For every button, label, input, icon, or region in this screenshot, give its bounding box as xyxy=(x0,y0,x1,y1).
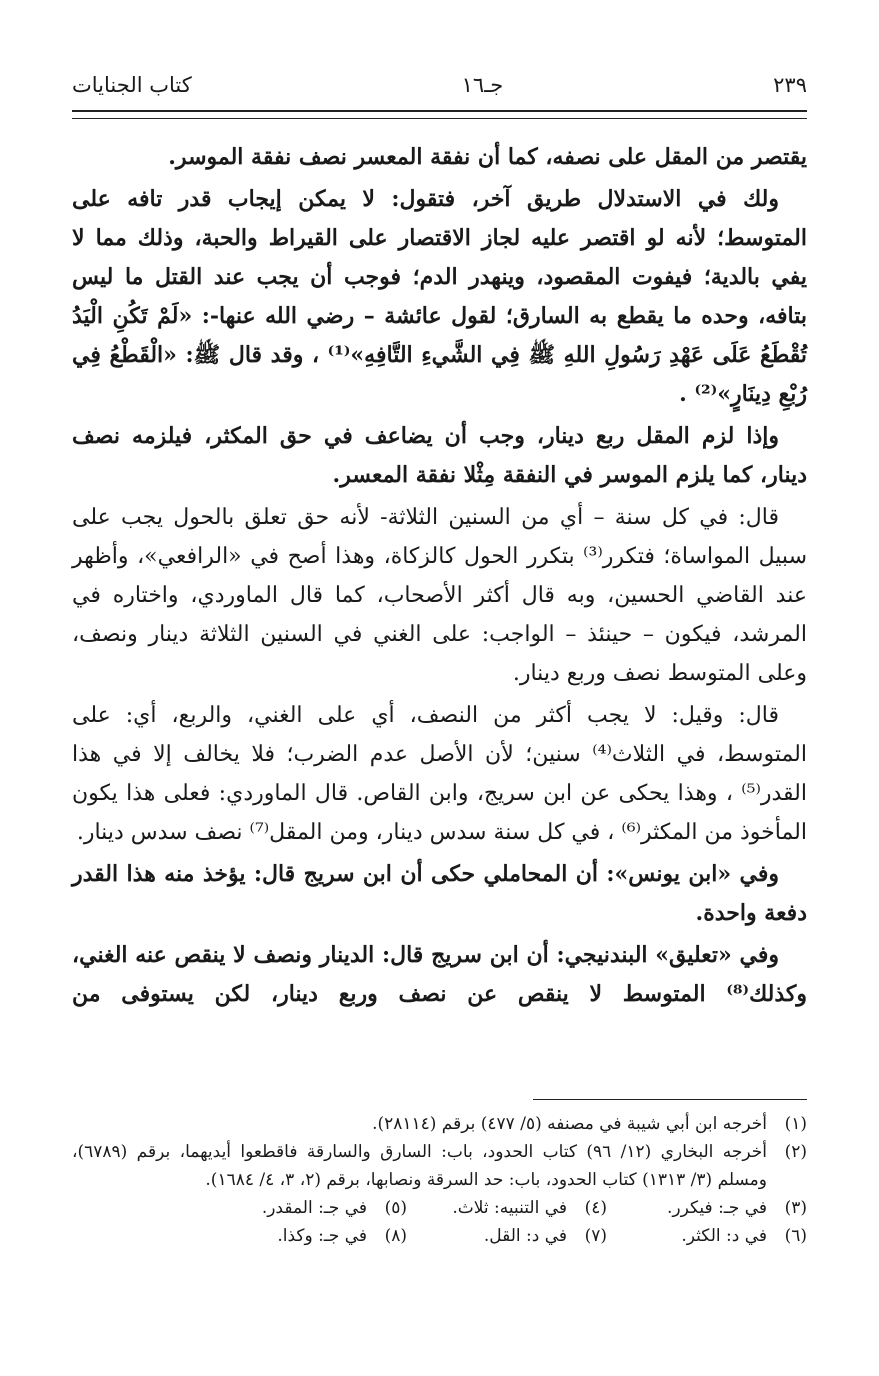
footnote-4 xyxy=(407,1194,607,1222)
footnote-number: (٦) xyxy=(784,1226,807,1246)
footnote-number: (٣) xyxy=(784,1198,807,1218)
footnote-text: في التنبيه: ثلاث. xyxy=(452,1198,567,1218)
footnote-7 xyxy=(407,1222,607,1250)
footnote-1 xyxy=(72,1110,807,1138)
footnote-number: (٤) xyxy=(584,1198,607,1218)
footnote-number: (٥) xyxy=(384,1198,407,1218)
header-page-number: ٢٣٩ xyxy=(773,73,807,97)
footnote-text: في جـ: المقدر. xyxy=(261,1198,367,1218)
footnote-text: أخرجه ابن أبي شيبة في مصنفه (٥/ ٤٧٧) برقم (٢٨١١٤). xyxy=(372,1114,767,1134)
paragraph: وفي «ابن يونس»: أن المحاملي حكى أن ابن سريج قال: يؤخذ منه هذا القدر دفعة واحدة. xyxy=(72,861,807,926)
footnote-8 xyxy=(207,1222,407,1250)
footnote-3 xyxy=(607,1194,807,1222)
paragraph: ولك في الاستدلال طريق آخر، فتقول: لا يمكن إيجاب قدر تافه على المتوسط؛ لأنه لو اقتصر عليه لجاز الاقتصار على القيراط والحبة، وذلك مما لا يفي بالدية؛ فيفوت المقصود، وينهدر الدم؛ فوجب أن يجب عند القتل ما ليس بتافه، وحده ما يقطع به السارق؛ لقول عائشة – رضي الله عنها-: «لَمْ تَكُنِ الْيَدُ تُقْطَعُ عَلَى عَهْدِ رَسُولِ اللهِ ﷺ فِي الشَّيءِ التَّافِهِ»⁽¹⁾ ، وقد قال ﷺ: «الْقَطْعُ فِي رُبْعِ دِينَارٍ»⁽²⁾ . xyxy=(72,186,807,407)
footnote-number: (٧) xyxy=(584,1226,607,1246)
footnote-text: في جـ: فيكرر. xyxy=(667,1198,767,1218)
main-text xyxy=(72,138,807,1017)
running-header xyxy=(72,68,807,102)
footnote-row xyxy=(72,1222,807,1250)
footnotes xyxy=(72,1110,807,1250)
paragraph: وإذا لزم المقل ربع دينار، وجب أن يضاعف في حق المكثر، فيلزمه نصف دينار، كما يلزم الموسر في النفقة مِثْلا نفقة المعسر. xyxy=(72,423,807,488)
footnote-text: في د: القل. xyxy=(483,1226,567,1246)
footnote-text: في د: الكثر. xyxy=(681,1226,767,1246)
paragraph-continuation: يقتصر من المقل على نصفه، كما أن نفقة المعسر نصف نفقة الموسر. xyxy=(168,144,807,170)
paragraph: قال: وقيل: لا يجب أكثر من النصف، أي على الغني، والربع، أي: على المتوسط، في الثلاث⁽⁴⁾ سنين؛ لأن الأصل عدم الضرب؛ فلا يخالف إلا في هذا القدر⁽⁵⁾ ، وهذا يحكى عن ابن سريج، وابن القاص. قال الماوردي: فعلى هذا يكون المأخوذ من المكثر⁽⁶⁾ ، في كل سنة سدس دينار، ومن المقل⁽⁷⁾ نصف سدس دينار. xyxy=(72,703,807,845)
footnote-number: (١) xyxy=(784,1114,807,1134)
footnote-2 xyxy=(72,1138,807,1194)
header-divider xyxy=(72,110,807,119)
paragraph: قال: في كل سنة – أي من السنين الثلاثة- لأنه حق تعلق بالحول يجب على سبيل المواساة؛ فتكرر⁽³⁾ بتكرر الحول كالزكاة، وهذا أصح في «الرافعي»، وأظهر عند القاضي الحسين، وبه قال أكثر الأصحاب، كما قال الماوردي، واختاره في المرشد، فيكون – حينئذ – الواجب: على الغني في السنين الثلاثة دينار ونصف، وعلى المتوسط نصف وربع دينار. xyxy=(72,505,808,686)
footnote-divider xyxy=(533,1099,807,1100)
footnote-6 xyxy=(607,1222,807,1250)
footnote-number: (٨) xyxy=(384,1226,407,1246)
paragraph: وفي «تعليق» البندنيجي: أن ابن سريج قال: الدينار ونصف لا ينقص عنه الغني، وكذلك⁽⁸⁾ المتوسط لا ينقص عن نصف وربع دينار، لكن يستوفى من xyxy=(72,942,807,1007)
header-volume: جـ١٦ xyxy=(461,73,504,97)
footnote-text: في جـ: وكذا. xyxy=(277,1226,367,1246)
footnote-row xyxy=(72,1194,807,1222)
header-book-title: كتاب الجنايات xyxy=(72,73,192,97)
footnote-5 xyxy=(207,1194,407,1222)
footnote-number: (٢) xyxy=(784,1142,807,1162)
footnote-text: أخرجه البخاري (١٢/ ٩٦) كتاب الحدود، باب: السارق والسارقة فاقطعوا أيديهما، برقم (٦٧٨٩)، ومسلم (٣/ ١٣١٣) كتاب الحدود، باب: حد السرقة ونصابها، برقم (٢، ٣، ٤/ ١٦٨٤). xyxy=(72,1142,767,1190)
